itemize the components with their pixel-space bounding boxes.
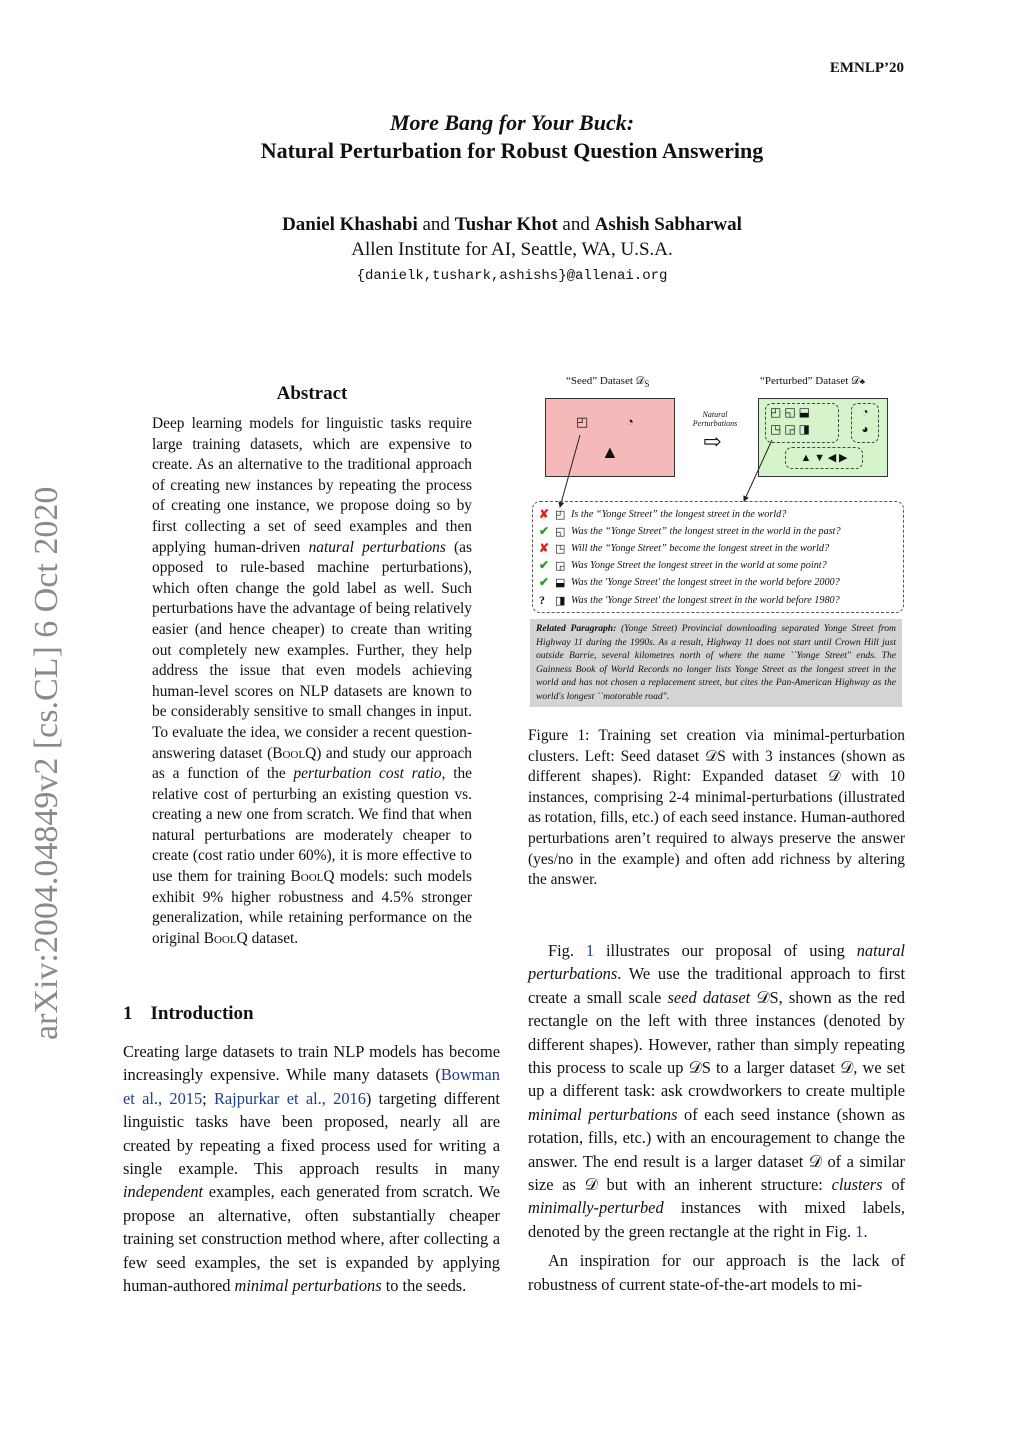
question-list bbox=[532, 501, 904, 613]
figure-caption: Figure 1: Training set creation via minimal-perturbation clusters. Left: Seed dataset 𝒟S with 3 instances (shown as different shapes). Right: Expanded dataset 𝒟 with 10 instances, comprising 2-4 minimal-perturbations (illustrated as rotation, fills, etc.) of each seed instance. Human-authored perturbations aren’t required to always preserve the answer (yes/no in the example) and often add richness by altering the answer. bbox=[528, 727, 905, 889]
introduction-body: Creating large datasets to train NLP models has become increasingly expensive. While many datasets (Bowman et al., 2015; Rajpurkar et al., 2016) targeting different linguistic tasks have been proposed, nearly all are created by repeating a fixed process used for writing a single example. This approach results in many independent examples, each generated from scratch. We propose an alternative, often substantially cheaper training set construction method where, after collecting a few seed examples, the set is expanded by applying human-authored minimal perturbations to the seeds. bbox=[123, 1042, 500, 1296]
arxiv-stamp: arXiv:2004.04849v2 [cs.CL] 6 Oct 2020 bbox=[28, 486, 65, 1040]
seed-dataset-label: “Seed” Dataset 𝒟$_S$ bbox=[566, 375, 650, 390]
figure-reference-link[interactable]: 1 bbox=[585, 941, 595, 960]
circle-cluster: ◔ ◕ bbox=[851, 403, 879, 443]
author-sep: and bbox=[422, 214, 450, 235]
circle-shape-icon: ◔ bbox=[626, 414, 634, 429]
question-item: ✔ ⬓ Was the 'Yonge Street' the longest street in the world before 2000? bbox=[539, 575, 840, 589]
section-heading-introduction: 1 Introduction bbox=[123, 1003, 254, 1024]
abstract-body: Deep learning models for linguistic tasks require large training datasets, which are expensive to create. As an alternative to the traditional approach of creating new instances by repeating the process of creating one instance, we propose doing so by first collecting a set of seed examples and then applying human-driven natural perturbations (as opposed to rule-based machine perturbations), which often change the gold label as well. Such perturbations have the advantage of being relatively easier (and hence cheaper) to create than writing out completely new examples. Further, they help address the issue that even models achieving human-level scores on NLP datasets are known to be considerably sensitive to small changes in input. To evaluate the idea, we consider a recent question-answering dataset (BoolQ) and study our approach as a function of the perturbation cost ratio, the relative cost of perturbing an existing question vs. creating a new one from scratch. We find that when natural perturbations are moderately cheaper to create (cost ratio under 60%), it is more effective to use them for training BoolQ models: such models exhibit 9% higher robustness and 4.5% stronger generalization, while retaining performance on the original BoolQ dataset. bbox=[152, 415, 473, 947]
venue-label: EMNLP’20 bbox=[829, 60, 904, 76]
related-paragraph: Related Paragraph: (Yonge Street) Provincial downloading separated Yonge Street from Highway 11 during the 1990s. As a result, Highway 11 does not start until Crown Hill just outside Barrie, several kilometres north of where the name ``Yonge Street" ends. The Guinness Book of World Records no longer lists Yonge Street as the longest street in the world and has not chosen a replacement street, but cites the Pan-American Highway as the world's longest ``motorable road". bbox=[530, 619, 902, 707]
citation-link[interactable]: Rajpurkar et al., 2016 bbox=[213, 1088, 366, 1108]
paragraph: Fig. 1 illustrates our proposal of using natural perturbations. We use the traditional approach to first create a small scale seed dataset 𝒟S, shown as the red rectangle on the left with three instances (denoted by different shapes). However, rather than simply repeating this process to scale up 𝒟S to a larger dataset 𝒟, we set up a different task: ask crowdworkers to create multiple minimal perturbations of each seed instance (shown as rotation, fills, etc.) with an encouragement to change the answer. The end result is a larger dataset 𝒟 of a similar size as 𝒟 but with an inherent structure: clusters of minimally-perturbed instances with mixed labels, denoted by the green rectangle at the right in Fig. 1. bbox=[528, 941, 906, 1241]
author-email: {danielk,tushark,ashishs}@allenai.org bbox=[356, 268, 668, 284]
affiliation: Allen Institute for AI, Seattle, WA, U.S.A. bbox=[351, 239, 673, 260]
title-line-1: More Bang for Your Buck: bbox=[389, 110, 635, 135]
author-list bbox=[0, 214, 1024, 236]
author-2: Tushar Khot bbox=[454, 214, 558, 235]
question-item: ? ◨ Was the 'Yonge Street' the longest street in the world before 1980? bbox=[539, 593, 840, 607]
square-shape-icon: ◰ bbox=[576, 414, 589, 429]
question-item: ✘ ◳ Will the “Yonge Street” become the longest street in the world? bbox=[539, 541, 830, 555]
connector-arrows bbox=[528, 365, 908, 510]
figure-1 bbox=[528, 365, 908, 725]
question-item: ✘ ◰ Is the “Yonge Street” the longest street in the world? bbox=[539, 507, 787, 521]
triangle-cluster: ▲ ▼ ◀ ▶ bbox=[785, 447, 863, 469]
author-3: Ashish Sabharwal bbox=[594, 214, 742, 235]
author-sep: and bbox=[562, 214, 590, 235]
title-line-2: Natural Perturbation for Robust Question Answering bbox=[260, 138, 764, 163]
author-1: Daniel Khashabi bbox=[282, 214, 418, 235]
figure-reference-link[interactable]: 1 bbox=[855, 1221, 864, 1241]
right-column-body bbox=[528, 939, 905, 1296]
perturbed-dataset-label: “Perturbed” Dataset 𝒟♣ bbox=[760, 375, 866, 387]
natural-perturbations-label: Natural Perturbations bbox=[692, 410, 738, 428]
question-item: ✔ ◱ Was the “Yonge Street” the longest street in the world in the past? bbox=[539, 524, 841, 538]
abstract-heading: Abstract bbox=[276, 383, 348, 404]
arrow-right-icon: ⇨ bbox=[703, 429, 722, 454]
square-cluster: ◰ ◱ ⬓ ◳ ◲ ◨ bbox=[765, 403, 839, 443]
triangle-shape-icon: ▲ bbox=[601, 442, 619, 462]
question-item: ✔ ◲ Was Yonge Street the longest street in the world at some point? bbox=[539, 558, 827, 572]
paragraph: An inspiration for our approach is the lack of robustness of current state-of-the-art models to mi- bbox=[528, 1251, 905, 1294]
citation-link[interactable]: Bowman et al., 2015 bbox=[123, 1065, 500, 1108]
